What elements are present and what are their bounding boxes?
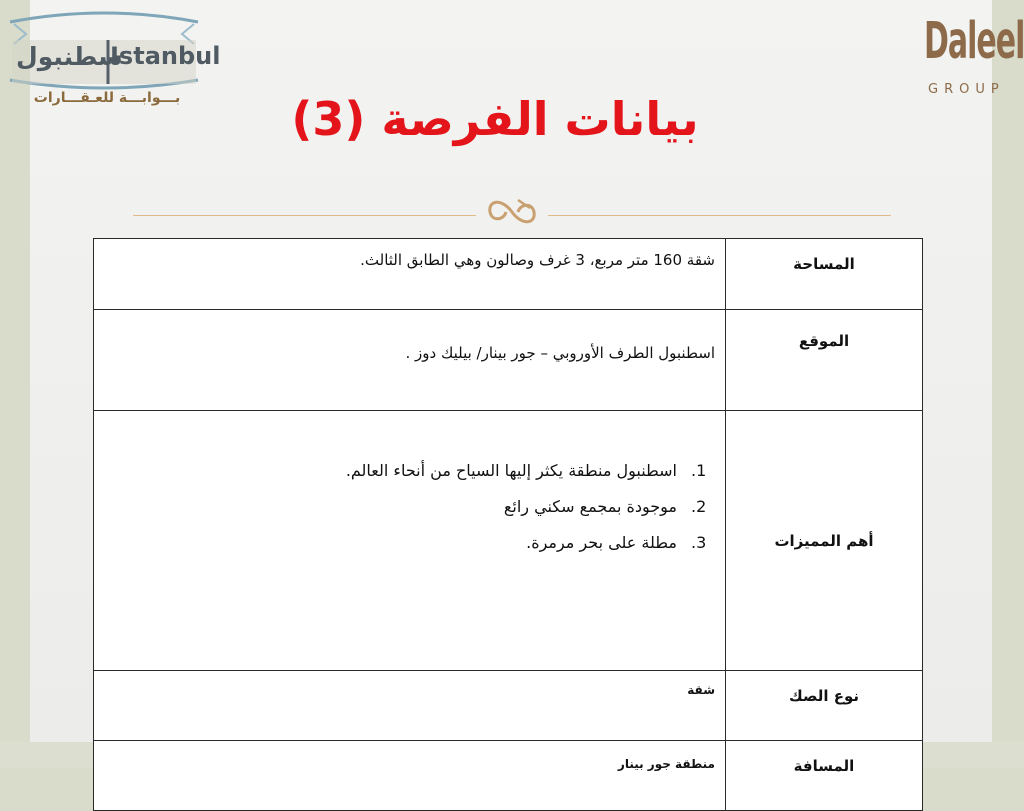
daleel-logo-group: GROUP	[928, 82, 1005, 97]
istanbul-logo	[8, 10, 221, 118]
daleel-logo-name: Daleel	[924, 12, 1024, 72]
table-row	[94, 310, 923, 411]
features-list	[95, 453, 715, 561]
table-value	[94, 411, 726, 671]
ornament-icon	[476, 190, 548, 234]
list-item	[95, 489, 715, 525]
table-value: منطقة جور بينار	[94, 741, 726, 811]
opportunity-table	[93, 238, 923, 811]
table-label: أهم المميزات	[726, 411, 923, 671]
list-item	[95, 525, 715, 561]
page-title: بيانات الفرصة (3)	[291, 92, 699, 146]
table-label: نوع الصك	[726, 671, 923, 741]
table-row	[94, 239, 923, 310]
daleel-logo	[920, 12, 1024, 102]
list-number: 1.	[691, 461, 707, 480]
table-label: المساحة	[726, 239, 923, 310]
list-text: اسطنبول منطقة يكثر إليها السياح من أنحاء العالم.	[345, 461, 677, 480]
list-text: موجودة بمجمع سكني رائع	[503, 497, 677, 516]
table-label: المسافة	[726, 741, 923, 811]
table-label: الموقع	[726, 310, 923, 411]
table-value: شقة	[94, 671, 726, 741]
istanbul-logo-arabic: سطنبول	[16, 42, 123, 71]
list-item	[95, 453, 715, 489]
istanbul-logo-latin: Istanbul	[110, 42, 221, 70]
table-value: اسطنبول الطرف الأوروبي – جور بينار/ بيليك دوز .	[94, 310, 726, 411]
list-text: مطلة على بحر مرمرة.	[526, 533, 677, 552]
list-number: 2.	[691, 497, 707, 516]
table-row	[94, 671, 923, 741]
table-value: شقة 160 متر مربع، 3 غرف وصالون وهي الطابق الثالث.	[94, 239, 726, 310]
istanbul-logo-subtitle: بـــوابـــة للعـقـــارات	[33, 90, 181, 106]
table-row	[94, 741, 923, 811]
table-row	[94, 411, 923, 671]
list-number: 3.	[691, 533, 707, 552]
